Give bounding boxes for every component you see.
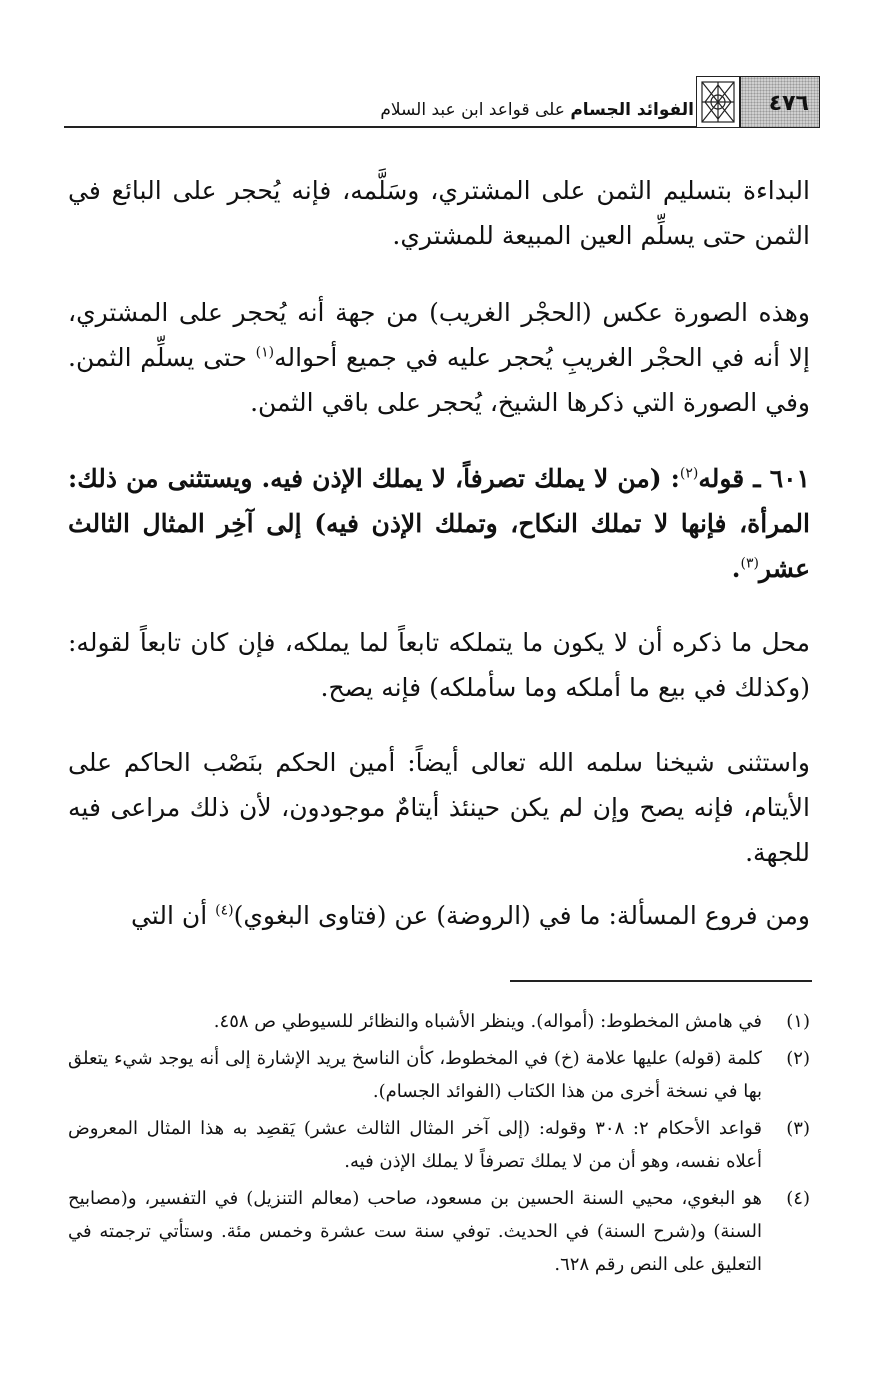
page-header	[64, 70, 820, 130]
paragraph-6-cont: أن التي	[130, 901, 216, 930]
paragraph-1: البداءة بتسليم الثمن على المشتري، وسَلَّمه، فإنه يُحجر على البائع في الثمن حتى يسلِّم العين المبيعة للمشتري.	[68, 176, 810, 250]
page-number-box	[740, 76, 820, 128]
paragraph-3-quote: : (من لا يملك تصرفاً، لا يملك الإذن فيه. ويستثنى من ذلك: المرأة، فإنها لا تملك النكاح، وتملك الإذن فيه) إلى آخِر المثال الثالث عشر	[68, 464, 810, 583]
footnote-ref-4: (٤)	[215, 902, 234, 919]
paragraph-4: محل ما ذكره أن لا يكون ما يتملكه تابعاً لما يملكه، فإن كان تابعاً لقوله: (وكذلك في بيع ما أملكه وما سأملكه) فإنه يصح.	[68, 628, 810, 702]
paragraph-6	[68, 893, 810, 938]
header-title-rest: على قواعد ابن عبد السلام	[380, 100, 565, 120]
footnote	[68, 1182, 810, 1281]
header-title	[380, 100, 694, 120]
footnote-ref-2: (٢)	[679, 465, 699, 482]
footnote-number: (٣)	[786, 1118, 810, 1139]
footnote-text: قواعد الأحكام ٢: ٣٠٨ وقوله: (إلى آخر المثال الثالث عشر) يَقصِد به هذا المثال المعروض أعلاه نفسه، وهو أن من لا يملك تصرفاً لا يملك الإذن فيه.	[68, 1118, 763, 1172]
paragraph-2	[68, 290, 810, 425]
footnote-text: هو البغوي، محيي السنة الحسين بن مسعود، صاحب (معالم التنزيل) في التفسير، و(مصابيح السنة) و(شرح السنة) في الحديث. توفي سنة ست عشرة وخمس مئة. وستأتي ترجمته في التعليق على النص رقم ٦٢٨.	[68, 1188, 762, 1275]
paragraph-6-text: ومن فروع المسألة: ما في (الروضة) عن (فتاوى البغوي)	[233, 901, 810, 930]
footnote-ref-3: (٣)	[740, 555, 759, 572]
footnote-text: في هامش المخطوط: (أمواله). وينظر الأشباه والنظائر للسيوطي ص ٤٥٨.	[213, 1011, 762, 1032]
paragraph-3-end: .	[731, 554, 741, 583]
paragraph-5: واستثنى شيخنا سلمه الله تعالى أيضاً: أمين الحكم بنَصْب الحاكم على الأيتام، فإنه يصح وإن لم يكن حينئذ أيتامٌ موجودون، لأن ذلك مراعى فيه للجهة.	[68, 748, 810, 867]
footnotes	[68, 1005, 810, 1285]
footnote-ref-1: (١)	[255, 344, 275, 361]
footnote	[68, 1005, 810, 1038]
footnote	[68, 1112, 810, 1178]
footnote-number: (١)	[786, 1011, 810, 1032]
paragraph-3	[68, 456, 810, 591]
page-number: ٤٧٦	[768, 91, 809, 116]
paragraph-2-text: وهذه الصورة عكس (الحجْر الغريب) من جهة أنه يُحجر على المشتري، إلا أنه في الحجْر الغريبِ يُحجر عليه في جميع أحواله	[68, 298, 811, 372]
paragraph-3-lead: ٦٠١ ـ قوله	[698, 464, 810, 493]
footnote-number: (٤)	[786, 1188, 810, 1209]
footnote-number: (٢)	[786, 1048, 810, 1069]
ornament-icon	[696, 76, 740, 128]
footnote-text: كلمة (قوله) عليها علامة (خ) في المخطوط، كأن الناسخ يريد الإشارة إلى أنه يوجد شيء يتعلق بها في نسخة أخرى من هذا الكتاب (الفوائد الجسام).	[68, 1048, 762, 1102]
paragraph-2-cont: حتى يسلِّم الثمن. وفي الصورة التي ذكرها الشيخ، يُحجر على باقي الثمن.	[68, 343, 810, 417]
footnote	[68, 1042, 810, 1108]
header-title-bold: الفوائد الجسام	[570, 100, 694, 120]
footnote-divider	[510, 980, 812, 982]
